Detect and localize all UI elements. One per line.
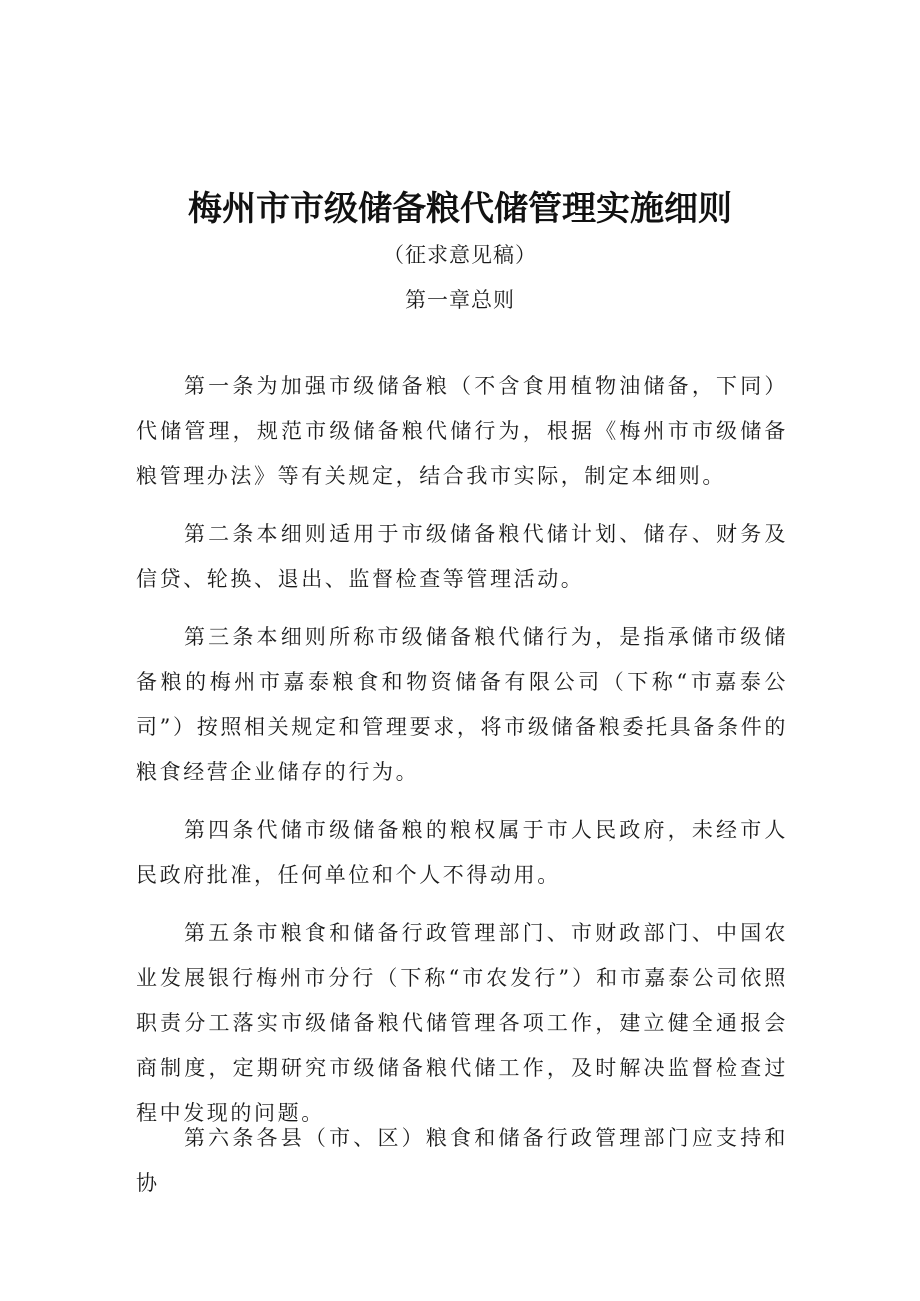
article-5: 第五条市粮食和储备行政管理部门、市财政部门、中国农业发展银行梅州市分行（下称“市农发行”）和市嘉泰公司依照职责分工落实市级储备粮代储管理各项工作，建立健全通报会商制度，定期研究市级储备粮代储工作，及时解决监督检查过程中发现的问题。	[136, 921, 788, 1125]
article-4: 第四条代储市级储备粮的粮权属于市人民政府，未经市人民政府批准，任何单位和个人不得动用。	[136, 818, 788, 887]
chapter-heading: 第一章总则	[405, 288, 515, 312]
article-6: 第六条各县（市、区）粮食和储备行政管理部门应支持和协	[136, 1126, 788, 1195]
article-3: 第三条本细则所称市级储备粮代储行为，是指承储市级储备粮的梅州市嘉泰粮食和物资储备有限公司（下称“市嘉泰公司”）按照相关规定和管理要求，将市级储备粮委托具备条件的粮食经营企业储存的行为。	[136, 625, 788, 784]
article-2: 第二条本细则适用于市级储备粮代储计划、储存、财务及信贷、轮换、退出、监督检查等管理活动。	[136, 522, 788, 591]
document-body	[136, 364, 788, 1149]
article-1: 第一条为加强市级储备粮（不含食用植物油储备，下同）代储管理，规范市级储备粮代储行为，根据《梅州市市级储备粮管理办法》等有关规定，结合我市实际，制定本细则。	[136, 374, 788, 488]
document-body-continued	[136, 1116, 788, 1219]
document-subtitle: （征求意见稿）	[383, 243, 537, 267]
document-title: 梅州市市级储备粮代储管理实施细则	[188, 189, 732, 229]
